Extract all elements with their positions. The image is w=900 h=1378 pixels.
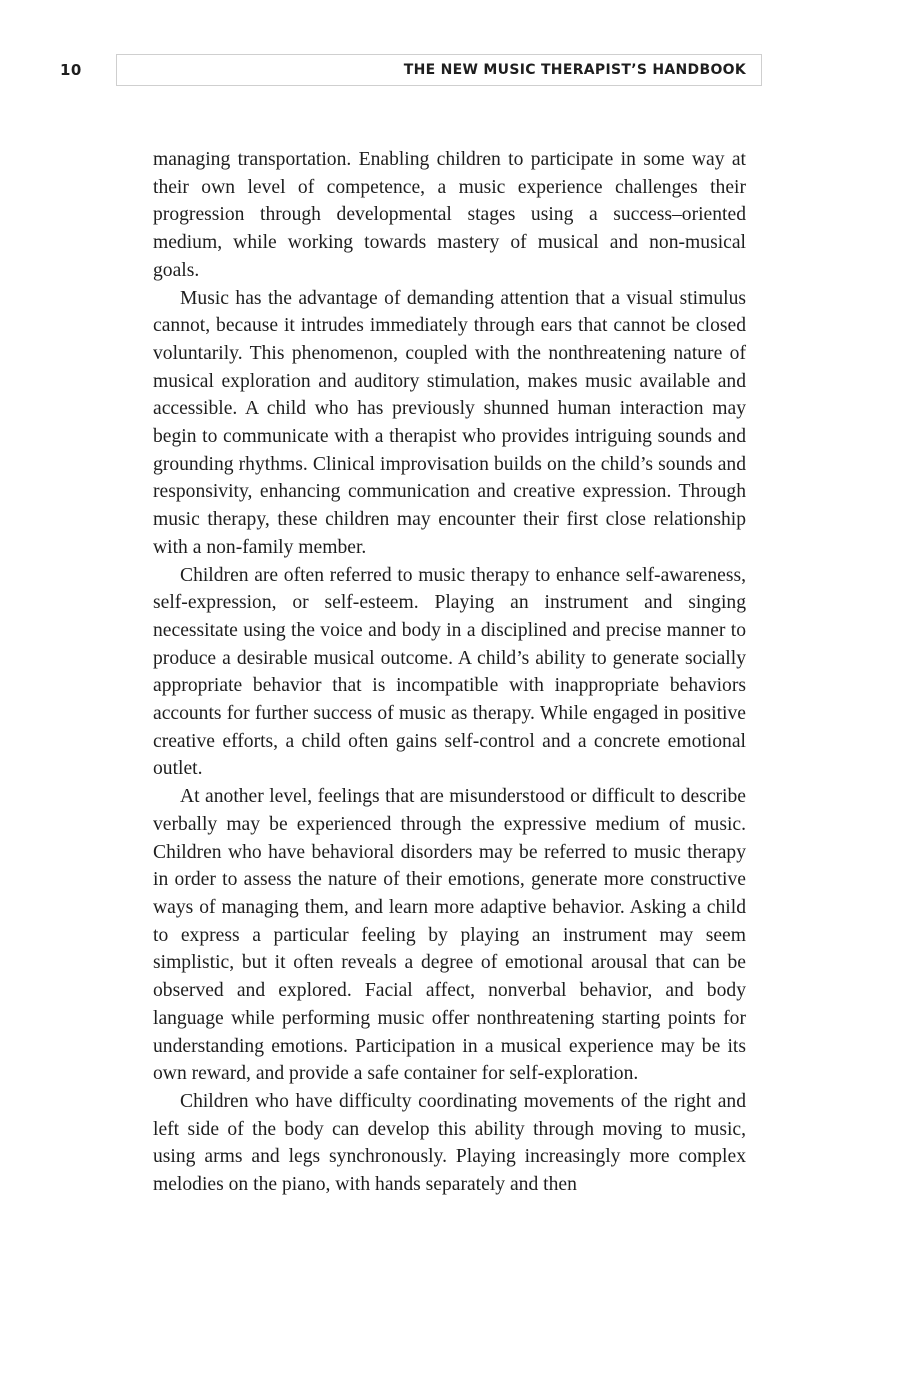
body-text (153, 146, 746, 1199)
paragraph-attention: Music has the advantage of demanding attention that a visual stimulus cannot, because it intrudes immediately through ears that cannot be closed voluntarily. This phenomenon, coupled with the nonthreatening nature of musical exploration and auditory stimulation, makes music available and accessible. A child who has previously shunned human interaction may begin to communicate with a therapist who provides intriguing sounds and grounding rhythms. Clinical improvisation builds on the child’s sounds and responsivity, enhancing communication and creative expression. Through music therapy, these children may encounter their first close relationship with a non-family member. (153, 287, 746, 558)
paragraph-feelings: At another level, feelings that are misunderstood or difficult to describe verbally may be experienced through the expressive medium of music. Children who have behavioral disorders may be referred to music therapy in order to assess the nature of their emotions, generate more constructive ways of managing them, and learn more adaptive behavior. Asking a child to express a particular feeling by playing an instrument may seem simplistic, but it often reveals a degree of emotional arousal that can be observed and explored. Facial affect, nonverbal behavior, and body language while performing music offer nonthreatening starting points for understanding emotions. Participation in a musical experience may be its own reward, and provide a safe container for self-exploration. (153, 786, 746, 1085)
paragraph-continued: managing transportation. Enabling children to participate in some way at their own level of competence, a music experience challenges their progression through developmental stages using a success–oriented medium, while working towards mastery of musical and non-musical goals. (153, 149, 746, 281)
paragraph-self-awareness: Children are often referred to music therapy to enhance self-awareness, self-expression, or self-esteem. Playing an instrument and singing necessitate using the voice and body in a disciplined and precise manner to produce a desirable musical outcome. A child’s ability to generate socially appropriate behavior that is incompatible with inappropriate behaviors accounts for further success of music as therapy. While engaged in positive creative efforts, a child often gains self-control and a concrete emotional outlet. (153, 564, 746, 780)
page-number: 10 (60, 61, 82, 79)
paragraph-coordination: Children who have difficulty coordinating movements of the right and left side of the body can develop this ability through moving to music, using arms and legs synchronously. Playing increasingly more complex melodies on the piano, with hands separately and then (153, 1090, 746, 1196)
running-head: THE NEW MUSIC THERAPIST’S HANDBOOK (116, 54, 762, 86)
